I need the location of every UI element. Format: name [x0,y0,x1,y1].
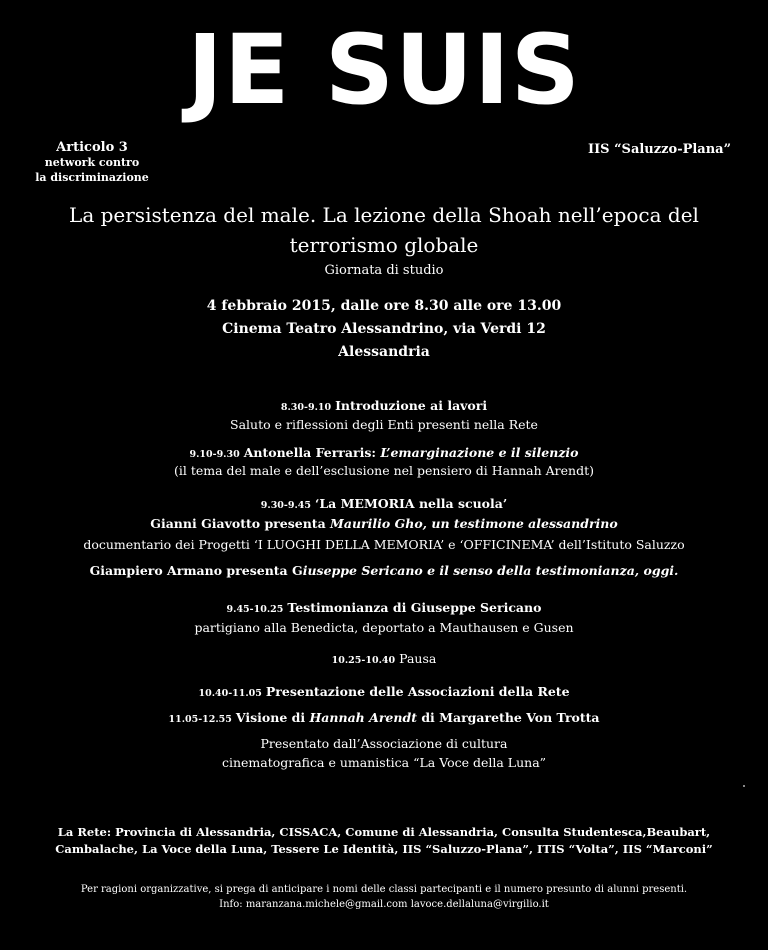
program-time: 8.30-9.10 [280,402,332,413]
program-work: iuseppe Sericano e il senso della testimonianza, oggi. [302,563,679,578]
program-pre: Visione di [235,710,310,725]
hero-title: JE SUIS [187,14,581,126]
left-org-line2: network contro [44,156,140,169]
program-desc: (il tema del male e dell’esclusione nel pensiero di Hannah Arendt) [174,463,594,478]
event-city: Alessandria [338,344,430,360]
program-item-7 [0,710,768,725]
network-line2: Cambalache, La Voce della Luna, Tessere Le Identità, IIS “Saluzzo-Plana”, ITIS “Volta”, IIS “Marconi” [55,842,713,856]
program-desc: cinematografica e umanistica “La Voce della Luna” [221,755,547,770]
program-speaker-line [0,563,768,578]
program-work: L’emarginazione e il silenzio [380,445,579,460]
left-org-line3: la discriminazione [35,171,149,184]
title-line2: terrorismo globale [289,233,479,257]
program-title: Pausa [399,651,437,666]
network-line1: La Rete: Provincia di Alessandria, CISSACA, Comune di Alessandria, Consulta Studentesca,Beaubart, [57,825,711,839]
program-item-5 [0,651,768,666]
program-title: Introduzione ai lavori [335,398,488,413]
program-desc: documentario dei Progetti ‘I LUOGHI DELLA MEMORIA’ e ‘OFFICINEMA’ dell’Istituto Saluzzo [83,537,685,552]
left-org-line1: Articolo 3 [56,140,128,155]
program-time: 11.05-12.55 [168,714,232,725]
program-time: 9.45-10.25 [226,604,284,615]
program-speaker: Antonella Ferraris: [243,445,381,460]
event-venue: Cinema Teatro Alessandrino, via Verdi 12 [222,321,546,337]
program-time: 10.25-10.40 [331,655,396,666]
program-desc: Presentato dall’Associazione di cultura [260,736,508,751]
program-post: di Margarethe Von Trotta [416,710,600,725]
program-item-6 [0,684,768,699]
program-time: 10.40-11.05 [198,688,262,699]
title-line1: La persistenza del male. La lezione della Shoah nell’epoca del [69,203,699,227]
program-desc: Saluto e riflessioni degli Enti presenti nella Rete [230,417,538,432]
subtitle: Giornata di studio [324,263,444,278]
program-speaker: Gianni Giavotto presenta [150,516,331,531]
program-time: 9.10-9.30 [189,449,240,460]
program-speaker-line [0,516,768,531]
speck [743,785,745,787]
program-item-1 [0,398,768,413]
right-organization: IIS “Saluzzo-Plana” [588,142,732,157]
program-item-4 [0,600,768,615]
left-organization [22,140,162,185]
program-time: 9.30-9.45 [260,500,311,511]
program-speaker: Giampiero Armano presenta G [89,563,303,578]
program-film: Hannah Arendt [309,710,417,725]
program-title: ‘La MEMORIA nella scuola’ [314,496,508,511]
program-title: Presentazione delle Associazioni della Rete [265,684,570,699]
program-item-3 [0,496,768,511]
program-item-2 [0,445,768,460]
program-desc: partigiano alla Benedicta, deportato a Mauthausen e Gusen [194,620,574,635]
program-work: Maurilio Gho, un testimone alessandrino [330,516,618,531]
event-date: 4 febbraio 2015, dalle ore 8.30 alle ore 13.00 [206,298,562,314]
footer-info: Info: maranzana.michele@gmail.com lavoce.dellaluna@virgilio.it [219,899,549,910]
footer-note: Per ragioni organizzative, si prega di anticipare i nomi delle classi partecipanti e il numero presunto di alunni presenti. [80,884,688,895]
program-title: Testimonianza di Giuseppe Sericano [287,600,542,615]
